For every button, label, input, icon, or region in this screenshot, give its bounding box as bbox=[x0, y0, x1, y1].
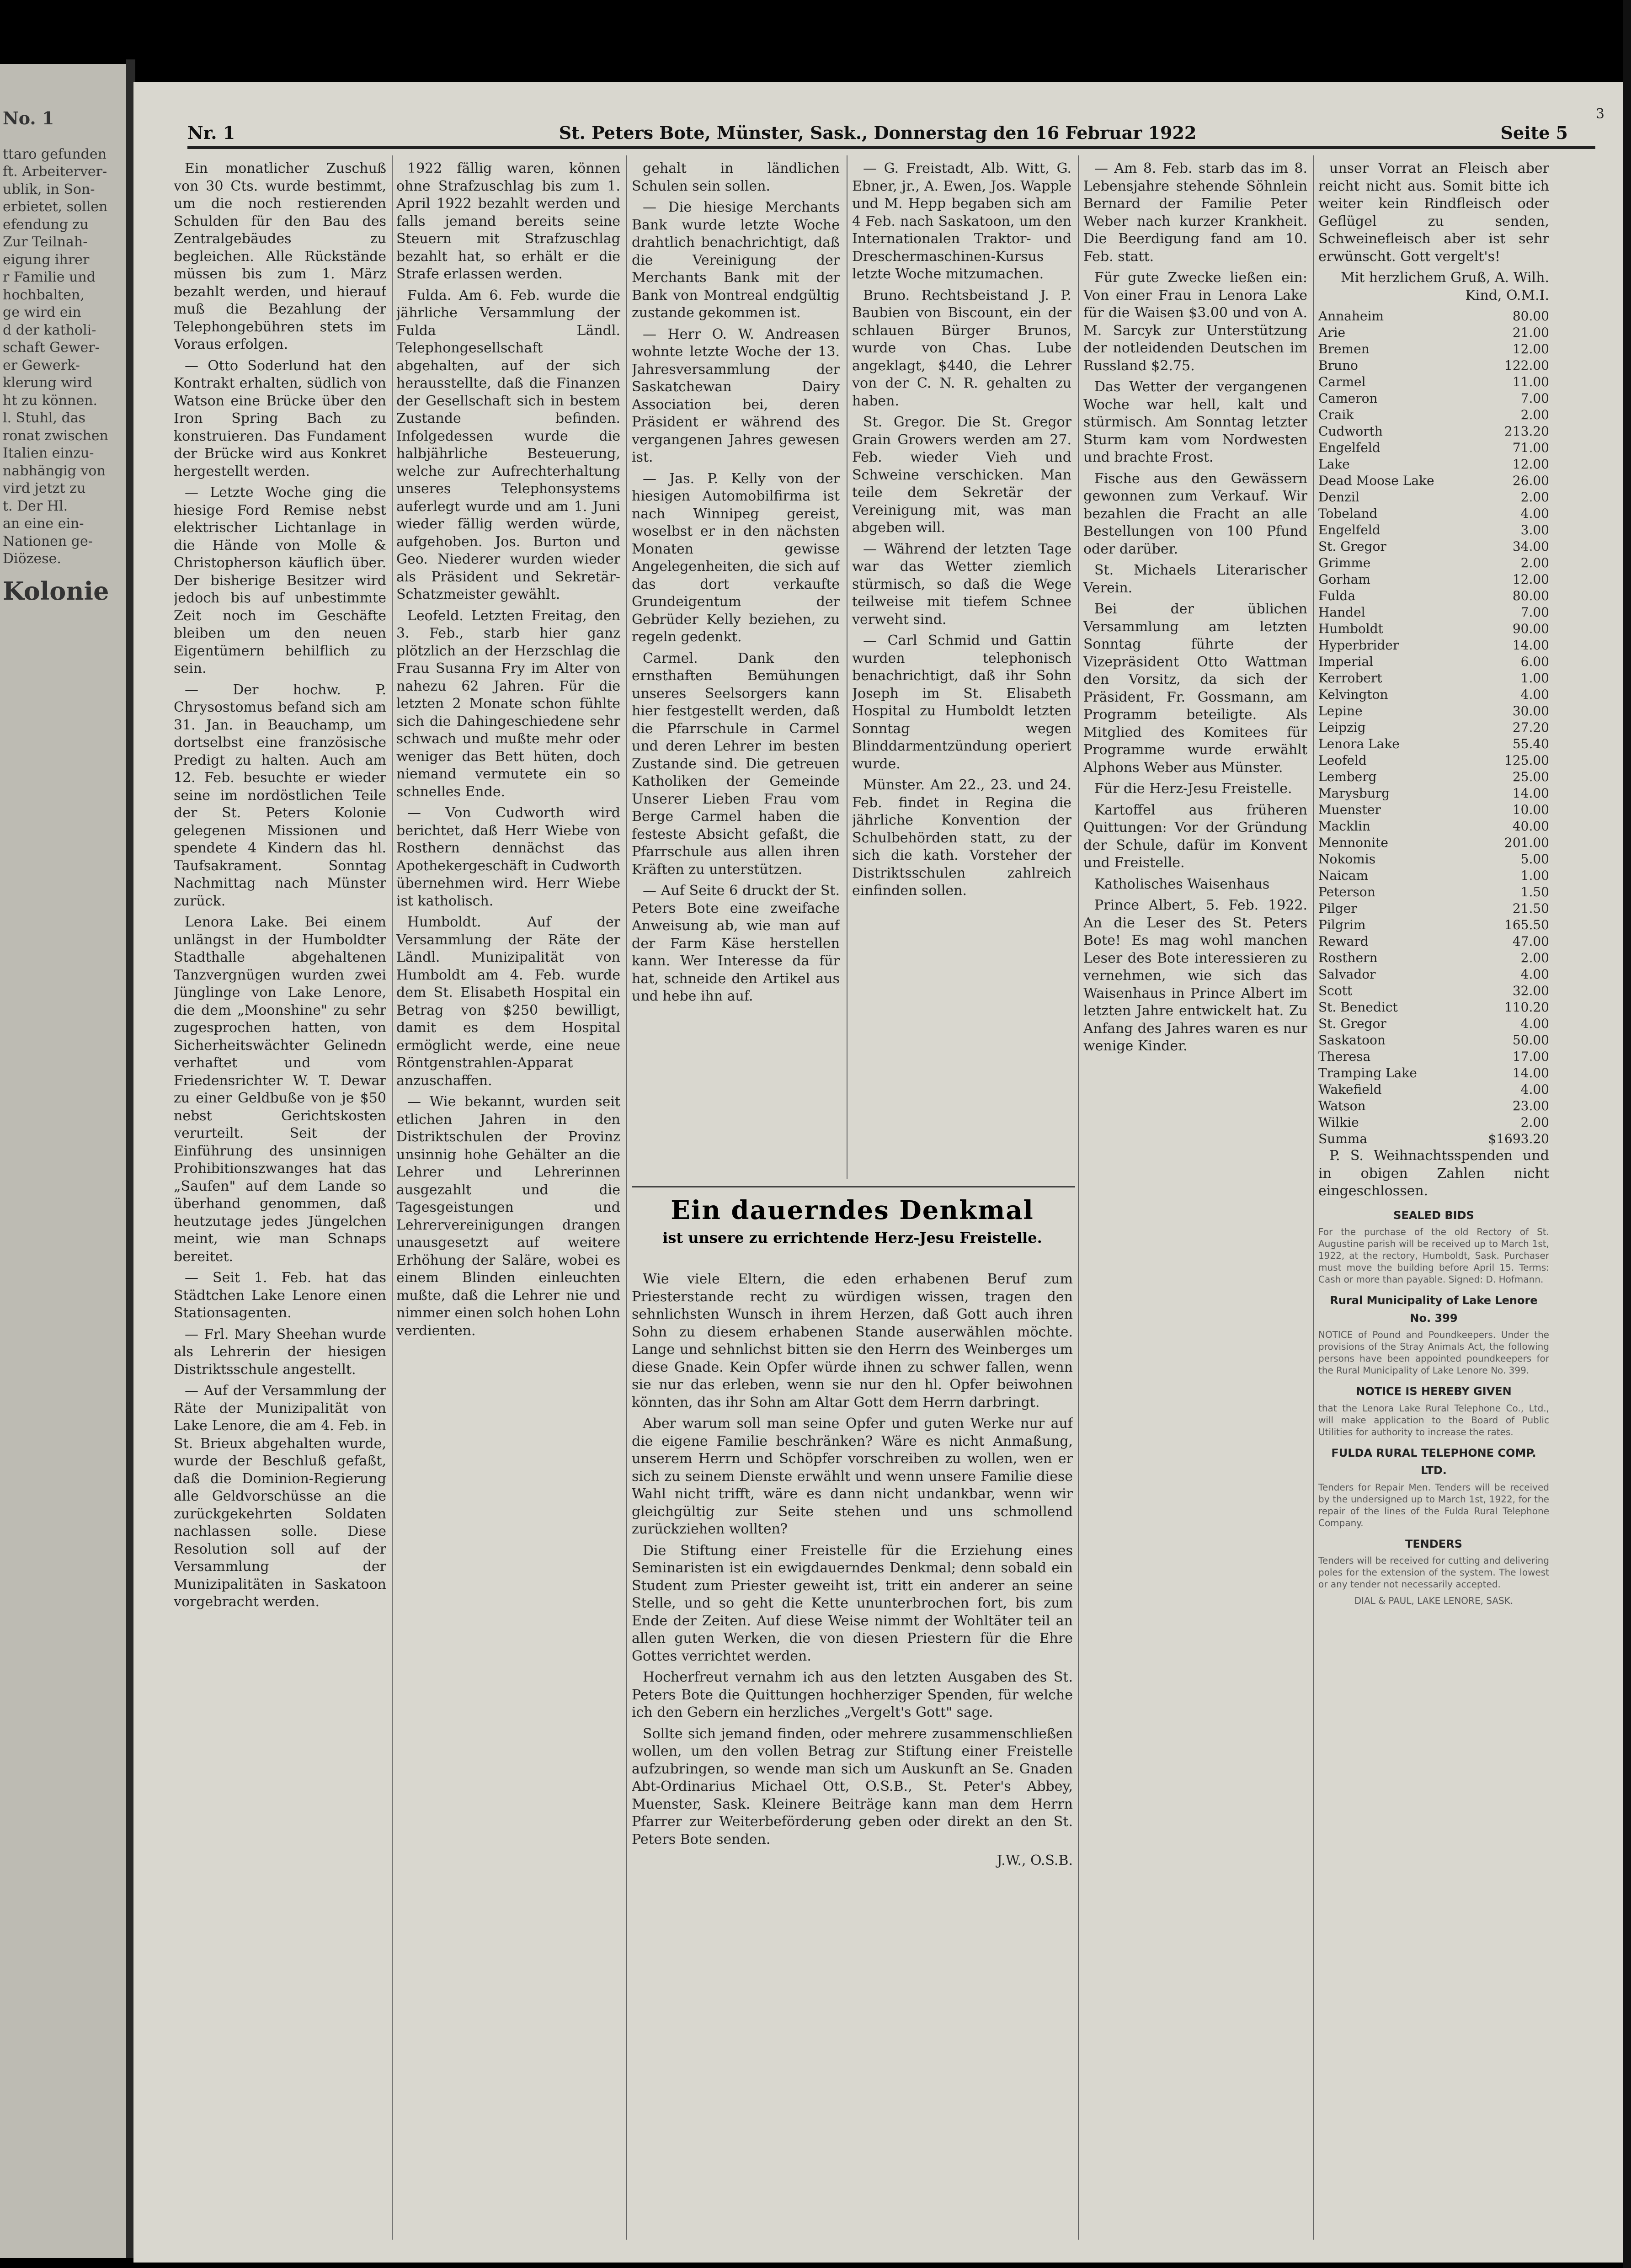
donation-amount: 32.00 bbox=[1512, 983, 1549, 998]
previous-page-line: vird jetzt zu bbox=[3, 480, 86, 496]
donation-amount: 213.20 bbox=[1504, 424, 1549, 439]
article-paragraph: Für die Herz-Jesu Freistelle. bbox=[1094, 781, 1292, 797]
article-paragraph: — Auf der Versammlung der Räte der Munizipalität von Lake Lenore, die am 4. Feb. in St. Brieux abgehalten wurde, wurde der Beschluß gefaßt, daß die Dominion-Regierung alle Geldvorschüsse an die zurückgekehrten Soldaten nachlassen solle. Diese Resolution soll auf der Versammlung der Munizipalitäten in Saskatoon vorgebracht werden. bbox=[174, 1383, 386, 1610]
donation-amount: 90.00 bbox=[1512, 621, 1549, 636]
donation-place: Wilkie bbox=[1318, 1115, 1359, 1130]
previous-page-line: hochbalten, bbox=[3, 287, 85, 303]
donation-place: Salvador bbox=[1318, 967, 1376, 982]
donation-row bbox=[1318, 1032, 1549, 1049]
article-paragraph: — Frl. Mary Sheehan wurde als Lehrerin der hiesigen Distriktsschule angestellt. bbox=[174, 1326, 386, 1378]
donation-place: Gorham bbox=[1318, 572, 1370, 587]
donation-row bbox=[1318, 473, 1549, 489]
previous-page-fragments bbox=[3, 146, 123, 605]
donation-row bbox=[1318, 884, 1549, 900]
donation-place: Pilger bbox=[1318, 901, 1357, 916]
donation-place: Reward bbox=[1318, 934, 1369, 949]
ad-footer: DIAL & PAUL, LAKE LENORE, SASK. bbox=[1354, 1595, 1514, 1606]
donation-amount: 5.00 bbox=[1520, 852, 1549, 867]
donation-amount: 4.00 bbox=[1520, 506, 1549, 521]
donation-place: Theresa bbox=[1318, 1049, 1371, 1064]
column-divider bbox=[392, 155, 393, 2240]
donation-row bbox=[1318, 506, 1549, 522]
donation-row bbox=[1318, 637, 1549, 654]
ad-body: that the Lenora Lake Rural Telephone Co., Ltd., will make application to the Board of Public Utilities for authority to increase the rates. bbox=[1318, 1402, 1549, 1437]
signature: Mit herzlichem Gruß, A. Wilh. Kind, O.M.I. bbox=[1340, 270, 1549, 303]
article-paragraph: gehalt in ländlichen Schulen sein sollen. bbox=[632, 160, 840, 194]
donation-row bbox=[1318, 999, 1549, 1016]
donation-row bbox=[1318, 1049, 1549, 1065]
donation-row bbox=[1318, 1065, 1549, 1081]
column-divider bbox=[1078, 155, 1079, 2240]
feature-paragraph: Hocherfreut vernahm ich aus den letzten Ausgaben des St. Peters Bote die Quittungen hochherziger Spenden, für welche ich den Gebern ein herzliches „Vergelt's Gott" sage. bbox=[632, 1669, 1073, 1720]
donation-amount: 14.00 bbox=[1512, 786, 1549, 801]
previous-page-line: an eine ein- bbox=[3, 516, 84, 532]
masthead-title: St. Peters Bote, Münster, Sask., Donnerstag den 16 Februar 1922 bbox=[559, 122, 1197, 143]
donation-amount: 55.40 bbox=[1512, 736, 1549, 751]
article-paragraph: — Auf Seite 6 druckt der St. Peters Bote eine zweifache Anweisung ab, wie man auf der Farm Käse herstellen kann. Wer Interesse da für hat, schneide den Artikel aus und hebe ihn auf. bbox=[632, 883, 840, 1004]
feature-top-rule bbox=[632, 1186, 1075, 1187]
article-paragraph: — Seit 1. Feb. hat das Städtchen Lake Lenore einen Stationsagenten. bbox=[174, 1270, 386, 1321]
donation-amount: 4.00 bbox=[1520, 1082, 1549, 1097]
donation-row bbox=[1318, 802, 1549, 818]
previous-page-line: Diözese. bbox=[3, 551, 61, 567]
donation-amount: 7.00 bbox=[1520, 391, 1549, 406]
column-divider bbox=[626, 155, 627, 2240]
donation-row bbox=[1318, 555, 1549, 571]
article-paragraph: Prince Albert, 5. Feb. 1922. An die Leser des St. Peters Bote! Es mag wohl manchen Leser des Bote interessieren zu vernehmen, wie sich das Waisenhaus in Prince Albert im letzten Jahre entwickelt hat. Zu Anfang des Jahres waren es nur wenige Kinder. bbox=[1083, 897, 1307, 1054]
donation-amount: 50.00 bbox=[1512, 1033, 1549, 1048]
article-paragraph: — Letzte Woche ging die hiesige Ford Remise nebst elektrischer Lichtanlage in die Hände von Molle & Christopherson käuflich über. Der bisherige Besitzer wird jedoch bis auf unbestimmte Zeit noch im Geschäfte bleiben um den neuen Eigentümern behilflich zu sein. bbox=[174, 484, 386, 676]
donation-amount: 17.00 bbox=[1512, 1049, 1549, 1064]
previous-page-line: nabhängig von bbox=[3, 463, 106, 479]
previous-page-line: Zur Teilnah- bbox=[3, 234, 88, 250]
previous-page-text bbox=[3, 64, 123, 614]
donation-row bbox=[1318, 752, 1549, 769]
article-paragraph: St. Michaels Literarischer Verein. bbox=[1083, 562, 1307, 596]
donation-row bbox=[1318, 588, 1549, 604]
donation-amount: 14.00 bbox=[1512, 638, 1549, 653]
donation-total-row bbox=[1318, 1131, 1549, 1147]
donation-amount: 27.20 bbox=[1512, 720, 1549, 735]
feature-paragraph: Wie viele Eltern, die eden erhabenen Beruf zum Priesterstande recht zu würdigen wissen, tragen den sehnlichsten Wunsch in ihrem Herzen, daß Gott auch ihren Sohn zu diesem erhabenen Stande auserwählen möchte. Lange und sehnlichst bitten sie den Herrn des Weinberges um diese Gnade. Kein Opfer würde ihnen zu schwer fallen, wenn sie nur das erleben, wenn sie nur den hl. Opfer beiwohnen könnten, das ihr Sohn am Altar Gott dem Herrn darbringt. bbox=[632, 1271, 1073, 1411]
donation-row bbox=[1318, 1098, 1549, 1114]
article-paragraph: St. Gregor. Die St. Gregor Grain Growers werden am 27. Feb. wieder Vieh und Schweine verschicken. Man teile dem Sekretär der Vereinigung mit, was man abgeben will. bbox=[852, 414, 1071, 536]
donation-row bbox=[1318, 933, 1549, 950]
article-paragraph: — Während der letzten Tage war das Wetter ziemlich stürmisch, so daß die Wege teilweise mit tiefem Schnee verweht sind. bbox=[852, 541, 1071, 628]
article-paragraph: Münster. Am 22., 23. und 24. Feb. findet in Regina die jährliche Konvention der Schulbehörden statt, zu der sich die kath. Vorsteher der Distriktsschulen zahlreich einfinden sollen. bbox=[852, 777, 1071, 899]
donation-place: St. Benedict bbox=[1318, 1000, 1398, 1015]
donation-row bbox=[1318, 456, 1549, 473]
donation-row bbox=[1318, 357, 1549, 374]
column-3 bbox=[632, 160, 840, 1175]
feature-heading bbox=[632, 1195, 1073, 1246]
donation-place: Watson bbox=[1318, 1098, 1366, 1113]
article-paragraph: Bei der üblichen Versammlung am letzten Sonntag führte der Vizepräsident Otto Wattman den Vorsitz, da sich der Präsident, Fr. Gossmann, am Programm beteiligte. Als Mitglied des Komitees für Programme wurde erwählt Alphons Weber aus Münster. bbox=[1083, 601, 1307, 776]
article-paragraph: Kartoffel aus früheren Quittungen: Vor der Gründung der Schule, dafür im Konvent und Freistelle. bbox=[1083, 802, 1307, 871]
article-paragraph: Fulda. Am 6. Feb. wurde die jährliche Versammlung der Fulda Ländl. Telephongesellschaft abgehalten, auf der sich herausstellte, daß die Finanzen der Gesellschaft sich in bestem Zustande befinden. Infolgedessen wurde die halbjährliche Besteuerung, welche zur Aufrechterhaltung unseres Telephonsystems auferlegt wurde und am 1. Juni wieder fällig werden würde, aufgehoben. Jos. Burton und Geo. Niederer wurden wieder als Präsident und Sekretär-Schatzmeister gewählt. bbox=[396, 287, 620, 602]
donation-amount: 7.00 bbox=[1520, 605, 1549, 620]
donation-row bbox=[1318, 423, 1549, 440]
intro-paragraph: unser Vorrat an Fleisch aber reicht nicht aus. Somit bitte ich weiter kein Rindfleisch oder Geflügel zu senden, Schweinefleisch aber ist sehr erwünscht. Gott vergelt's! bbox=[1318, 160, 1549, 265]
article-paragraph: — Von Cudworth wird berichtet, daß Herr Wiebe von Rosthern dennächst das Apothekergeschäft in Cudworth übernehmen wird. Herr Wiebe ist katholisch. bbox=[396, 805, 620, 909]
previous-page-line: Kolonie bbox=[3, 576, 109, 606]
donation-place: Humboldt bbox=[1318, 621, 1383, 636]
donation-row bbox=[1318, 983, 1549, 999]
donation-amount: 21.50 bbox=[1512, 901, 1549, 916]
donation-row bbox=[1318, 900, 1549, 917]
donation-place: Lenora Lake bbox=[1318, 736, 1400, 751]
donation-place: Scott bbox=[1318, 983, 1353, 998]
donation-place: Carmel bbox=[1318, 374, 1366, 389]
article-paragraph: Katholisches Waisenhaus bbox=[1094, 876, 1270, 892]
feature-signature: J.W., O.S.B. bbox=[997, 1853, 1073, 1869]
donation-place: Tramping Lake bbox=[1318, 1065, 1417, 1081]
newspaper-page bbox=[133, 82, 1623, 2263]
page-mark: 3 bbox=[1595, 106, 1604, 122]
donation-place: Handel bbox=[1318, 605, 1365, 620]
donation-amount: 2.00 bbox=[1520, 407, 1549, 422]
donation-place: Engelfeld bbox=[1318, 440, 1380, 455]
previous-page-line: ublik, in Son- bbox=[3, 181, 95, 197]
ad-heading: SEALED BIDS bbox=[1393, 1209, 1474, 1222]
donation-row bbox=[1318, 489, 1549, 506]
article-paragraph: Ein monatlicher Zuschuß von 30 Cts. wurde bestimmt, um die noch restierenden Schulden für den Bau des Zentralgebäudes zu begleichen. Alle Rückstände müssen bis zum 1. März bezahlt werden, und hierauf muß die Bezahlung der Telephongebühren stets im Voraus erfolgen. bbox=[174, 160, 386, 352]
donation-row bbox=[1318, 308, 1549, 325]
donation-place: Kerrobert bbox=[1318, 671, 1382, 686]
donation-place: Pilgrim bbox=[1318, 917, 1366, 932]
donation-row bbox=[1318, 440, 1549, 456]
donation-place: Bremen bbox=[1318, 341, 1370, 357]
donation-row bbox=[1318, 390, 1549, 407]
donation-place: Kelvington bbox=[1318, 687, 1388, 702]
donation-place: Annaheim bbox=[1318, 309, 1384, 324]
donation-place: Peterson bbox=[1318, 884, 1375, 900]
closing-note: P. S. Weihnachtsspenden und in obigen Zahlen nicht eingeschlossen. bbox=[1318, 1148, 1549, 1199]
donation-place: Wakefield bbox=[1318, 1082, 1382, 1097]
issue-number: Nr. 1 bbox=[187, 122, 235, 143]
donation-row bbox=[1318, 538, 1549, 555]
donation-amount: 2.00 bbox=[1520, 950, 1549, 965]
donation-amount: 25.00 bbox=[1512, 769, 1549, 784]
donation-place: Marysburg bbox=[1318, 786, 1390, 801]
donation-place: Leofeld bbox=[1318, 753, 1367, 768]
article-paragraph: — Die hiesige Merchants Bank wurde letzte Woche drahtlich benachrichtigt, daß die Vereinigung der Merchants Bank mit der Bank von Montreal endgültig zustande gekommen ist. bbox=[632, 199, 840, 321]
previous-page-line: Italien einzu- bbox=[3, 445, 94, 461]
donation-row bbox=[1318, 966, 1549, 983]
donation-amount: 10.00 bbox=[1512, 802, 1549, 817]
feature-title: Ein dauerndes Denkmal bbox=[671, 1195, 1034, 1225]
donation-place: Cudworth bbox=[1318, 424, 1383, 439]
donation-amount: 21.00 bbox=[1512, 325, 1549, 340]
donation-amount: 23.00 bbox=[1512, 1098, 1549, 1113]
donation-row bbox=[1318, 522, 1549, 538]
feature-paragraph: Die Stiftung einer Freistelle für die Erziehung eines Seminaristen ist ein ewigdauerndes Denkmal; denn sobald ein Student zum Priester geweiht ist, tritt ein anderer an seine Stelle, und so geht die Kette ununterbrochen fort, bis zum Ende der Zeiten. Auf diese Weise nimmt der Wohltäter teil an allen guten Werken, die von diesen Priestern für die Ehre Gottes verrichtet werden. bbox=[632, 1542, 1073, 1664]
previous-page-line: t. Der Hl. bbox=[3, 498, 68, 514]
masthead bbox=[187, 122, 1568, 150]
donation-amount: 125.00 bbox=[1504, 753, 1549, 768]
donation-place: Engelfeld bbox=[1318, 522, 1380, 538]
donation-amount: 4.00 bbox=[1520, 1016, 1549, 1031]
column-5 bbox=[1083, 160, 1307, 2231]
ad-heading: Rural Municipality of Lake Lenore No. 399 bbox=[1330, 1294, 1538, 1325]
donation-amount: 71.00 bbox=[1512, 440, 1549, 455]
donation-amount: 4.00 bbox=[1520, 687, 1549, 702]
donation-amount: 12.00 bbox=[1512, 457, 1549, 472]
donation-amount: 12.00 bbox=[1512, 572, 1549, 587]
donation-amount: 2.00 bbox=[1520, 555, 1549, 570]
article-paragraph: Bruno. Rechtsbeistand J. P. Baubien von Biscount, ein der schlauen Bürger Brunos, wurde von Chas. Lube angeklagt, $440, die Lehrer von der C. N. R. gehalten zu haben. bbox=[852, 287, 1071, 409]
donation-amount: 80.00 bbox=[1512, 309, 1549, 324]
donation-amount: 80.00 bbox=[1512, 588, 1549, 603]
donation-row bbox=[1318, 341, 1549, 357]
donation-amount: 201.00 bbox=[1504, 835, 1549, 850]
previous-page-line: eigung ihrer bbox=[3, 251, 90, 268]
previous-page-line: er Gewerk- bbox=[3, 357, 80, 373]
donation-row bbox=[1318, 621, 1549, 637]
donation-amount: 2.00 bbox=[1520, 1115, 1549, 1130]
donation-place: Nokomis bbox=[1318, 852, 1376, 867]
donation-row bbox=[1318, 407, 1549, 423]
article-paragraph: 1922 fällig waren, können ohne Strafzuschlag bis zum 1. April 1922 bezahlt werden und falls jemand bereits seine Steuern mit Strafzuschlag bezahlt hat, so erhält er die Strafe erlassen werden. bbox=[396, 160, 620, 282]
donation-row bbox=[1318, 325, 1549, 341]
donation-place: Bruno bbox=[1318, 358, 1358, 373]
donation-row bbox=[1318, 1016, 1549, 1032]
donation-place: Leipzig bbox=[1318, 720, 1366, 735]
donation-place: Lepine bbox=[1318, 703, 1363, 719]
previous-page-line: schaft Gewer- bbox=[3, 340, 100, 356]
donation-row bbox=[1318, 785, 1549, 802]
article-paragraph: — G. Freistadt, Alb. Witt, G. Ebner, jr., A. Ewen, Jos. Wapple und M. Hepp begaben sich am 4 Feb. nach Saskatoon, um den Internationalen Traktor- und Dreschermaschinen-Kursus letzte Woche mitzumachen. bbox=[852, 160, 1071, 282]
donation-place: Arie bbox=[1318, 325, 1346, 340]
donation-row bbox=[1318, 736, 1549, 752]
donation-row bbox=[1318, 769, 1549, 785]
donation-amount: 14.00 bbox=[1512, 1065, 1549, 1081]
donation-place: Dead Moose Lake bbox=[1318, 473, 1434, 488]
article-paragraph: — Der hochw. P. Chrysostomus befand sich am 31. Jan. in Beauchamp, um dortselbst eine französische Predigt zu halten. Auch am 12. Feb. besuchte er wieder seine im nordöstlichen Teile der St. Peters Kolonie gelegenen Missionen und spendete 4 Kindern das hl. Taufsakrament. Sonntag Nachmittag nach Münster zurück. bbox=[174, 681, 386, 909]
donation-place: Hyperbrider bbox=[1318, 638, 1399, 653]
article-paragraph: Carmel. Dank den ernsthaften Bemühungen unseres Seelsorgers kann hier festgestellt werden, daß die Pfarrschule in Carmel und deren Lehrer im besten Zustande sind. Die getreuen Katholiken der Gemeinde Unserer Lieben Frau vom Berge Carmel haben die festeste Absicht gefaßt, die Pfarrschule aus allen ihren Kräften zu unterstützen. bbox=[632, 650, 840, 878]
ad-heading: TENDERS bbox=[1405, 1537, 1462, 1550]
donation-amount: 30.00 bbox=[1512, 703, 1549, 719]
ad-heading: FULDA RURAL TELEPHONE COMP. LTD. bbox=[1331, 1446, 1536, 1477]
donation-row bbox=[1318, 851, 1549, 868]
donation-place: Muenster bbox=[1318, 802, 1381, 817]
donation-place: Craik bbox=[1318, 407, 1354, 422]
feature-paragraph: Aber warum soll man seine Opfer und guten Werke nur auf die eigene Familie beschränken? Wäre es nicht Anmaßung, unserem Herrn und Schöpfer vorschreiben zu wollen, wen er sich zu seinem Dienste erwählt und wenn unsere Familie diese Wahl nicht trifft, wäre es dann nicht undankbar, wenn wir gleichgültig zur Seite stehen und uns schmollend zurückziehen wollten? bbox=[632, 1416, 1073, 1537]
donation-row bbox=[1318, 703, 1549, 719]
article-paragraph: — Jas. P. Kelly von der hiesigen Automobilfirma ist nach Winnipeg gereist, woselbst er in den nächsten Monaten gewisse Angelegenheiten, die sich auf das dort verkaufte Grundeigentum der Gebrüder Kelly beziehen, zu regeln gedenkt. bbox=[632, 470, 840, 645]
donation-row bbox=[1318, 1081, 1549, 1098]
previous-page-number: No. 1 bbox=[3, 108, 54, 128]
previous-page-line: ttaro gefunden bbox=[3, 146, 107, 162]
column-6 bbox=[1318, 160, 1549, 2231]
donation-amount: 3.00 bbox=[1520, 522, 1549, 538]
article-paragraph: — Wie bekannt, wurden seit etlichen Jahren in den Distriktschulen der Provinz unsinnig hohe Gehälter an die Lehrer und Lehrerinnen ausgezahlt und die Tagesgeistungen und Lehrervereinigungen drangen unausgesetzt auf weitere Erhöhung der Saläre, wobei es einem Blinden einleuchten mußte, daß die Lehrer nie und nimmer einen solch hohen Lohn verdienten. bbox=[396, 1094, 620, 1339]
column-2 bbox=[396, 160, 620, 2231]
donation-row bbox=[1318, 604, 1549, 621]
previous-page-line: klerung wird bbox=[3, 375, 93, 391]
donation-amount: 165.50 bbox=[1504, 917, 1549, 932]
column-4 bbox=[852, 160, 1071, 1175]
donation-row bbox=[1318, 1114, 1549, 1131]
ad-body: Tenders for Repair Men. Tenders will be received by the undersigned up to March 1st, 1922, for the repair of the lines of the Fulda Rural Telephone Company. bbox=[1318, 1481, 1549, 1528]
donation-amount: 11.00 bbox=[1512, 374, 1549, 389]
donation-place: Lemberg bbox=[1318, 769, 1377, 784]
donation-place: Imperial bbox=[1318, 654, 1374, 669]
donation-row bbox=[1318, 571, 1549, 588]
donation-place: Cameron bbox=[1318, 391, 1378, 406]
donation-row bbox=[1318, 654, 1549, 670]
article-paragraph: — Carl Schmid und Gattin wurden telephonisch benachrichtigt, daß ihr Sohn Joseph im St. Elisabeth Hospital zu Humboldt letzten Sonntag wegen Blinddarmentzündung operiert wurde. bbox=[852, 633, 1071, 772]
donation-row bbox=[1318, 670, 1549, 687]
donation-row bbox=[1318, 818, 1549, 835]
donation-place: Mennonite bbox=[1318, 835, 1388, 850]
previous-page-line: efendung zu bbox=[3, 216, 89, 233]
donation-amount: 40.00 bbox=[1512, 819, 1549, 834]
article-paragraph: Das Wetter der vergangenen Woche war hell, kalt und stürmisch. Am Sonntag letzter Sturm kam vom Nordwesten und brachte Frost. bbox=[1083, 379, 1307, 465]
donation-amount: 47.00 bbox=[1512, 934, 1549, 949]
donation-place: St. Gregor bbox=[1318, 539, 1386, 554]
donation-amount: 1.00 bbox=[1520, 671, 1549, 686]
donation-place: Saskatoon bbox=[1318, 1033, 1386, 1048]
column-1 bbox=[174, 160, 386, 2231]
donation-amount: 4.00 bbox=[1520, 967, 1549, 982]
article-paragraph: Lenora Lake. Bei einem unlängst in der Humboldter Stadthalle abgehaltenen Tanzvergnügen wurden zwei Jünglinge von Lake Lenore, die dem „Moonshine" zu sehr zugesprochen hatten, von Sicherheitswächter Gelinedn verhaftet und vom Friedensrichter W. T. Dewar zu einer Geldbuße von je $50 nebst Gerichtskosten verurteilt. Seit der Einführung des unsinnigen Prohibitionszwanges hat das „Saufen" auf dem Lande so überhand genommen, daß heutzutage jedes Jüngelchen meint, wie man Schnaps bereitet. bbox=[174, 914, 386, 1265]
donation-amount: 1.00 bbox=[1520, 868, 1549, 883]
donation-place: Fulda bbox=[1318, 588, 1356, 603]
ad-heading: NOTICE IS HEREBY GIVEN bbox=[1356, 1385, 1512, 1398]
column-divider bbox=[1313, 155, 1314, 2240]
donation-place: Denzil bbox=[1318, 490, 1359, 505]
article-paragraph: Für gute Zwecke ließen ein: Von einer Frau in Lenora Lake für die Waisen $3.00 und von A. M. Sarcyk zur Unterstützung der notleidenden Deutschen im Russland $2.75. bbox=[1083, 270, 1307, 374]
donation-amount: 34.00 bbox=[1512, 539, 1549, 554]
donation-amount: 6.00 bbox=[1520, 654, 1549, 669]
donation-place: Rosthern bbox=[1318, 950, 1378, 965]
article-paragraph: Leofeld. Letzten Freitag, den 3. Feb., starb hier ganz plötzlich an der Herzschlag die Frau Susanna Fry im Alter von nahezu 62 Jahren. Für die letzten 2 Monate schon fühlte sich die Dahingeschiedene sehr schwach und mußte mehr oder weniger das Bett hüten, doch niemand vermutete ein so schnelles Ende. bbox=[396, 607, 620, 800]
article-paragraph: — Am 8. Feb. starb das im 8. Lebensjahre stehende Söhnlein Bernard der Familie Peter Weber nach kurzer Krankheit. Die Beerdigung fand am 10. Feb. statt. bbox=[1083, 160, 1307, 265]
ad-body: Tenders will be received for cutting and delivering poles for the extension of the system. The lowest or any tender not necessarily accepted. bbox=[1318, 1555, 1549, 1590]
previous-page-line: ronat zwischen bbox=[3, 427, 108, 444]
previous-page-line: d der katholi- bbox=[3, 322, 96, 338]
previous-page-line: ft. Arbeiterver- bbox=[3, 164, 107, 180]
donation-amount: 1.50 bbox=[1520, 884, 1549, 900]
article-paragraph: — Herr O. W. Andreasen wohnte letzte Woche der 13. Jahresversammlung der Saskatchewan Dairy Association bei, deren Präsident er während des vergangenen Jahres gewesen ist. bbox=[632, 326, 840, 465]
previous-page-line: r Familie und bbox=[3, 269, 96, 285]
article-paragraph: Fische aus den Gewässern gewonnen zum Verkauf. Wir bezahlen die Fracht an alle Bestellungen von 100 Pfund oder darüber. bbox=[1083, 470, 1307, 557]
donation-row bbox=[1318, 917, 1549, 933]
feature-subtitle: ist unsere zu errichtende Herz-Jesu Freistelle. bbox=[662, 1229, 1042, 1246]
donation-amount: 2.00 bbox=[1520, 490, 1549, 505]
donation-amount: 110.20 bbox=[1504, 1000, 1549, 1015]
header-rule bbox=[187, 146, 1595, 149]
previous-page-line: ht zu können. bbox=[3, 392, 98, 409]
total-label: Summa bbox=[1318, 1131, 1368, 1146]
donation-table bbox=[1318, 308, 1549, 1147]
donation-place: Naicam bbox=[1318, 868, 1369, 883]
page-number: Seite 5 bbox=[1500, 122, 1568, 143]
donation-amount: 26.00 bbox=[1512, 473, 1549, 488]
donation-place: St. Gregor bbox=[1318, 1016, 1386, 1031]
feature-paragraph: Sollte sich jemand finden, oder mehrere zusammenschließen wollen, um den vollen Betrag zur Stiftung einer Freistelle aufzubringen, so wende man sich um Auskunft an Se. Gnaden Abt-Ordinarius Michael Ott, O.S.B., St. Peter's Abbey, Muenster, Sask. Kleinere Beiträge kann man dem Herrn Pfarrer zur Weiterbeförderung geben oder direkt an den St. Peters Bote senden. bbox=[632, 1725, 1073, 1847]
previous-page-edge bbox=[0, 64, 126, 2258]
donation-amount: 122.00 bbox=[1504, 358, 1549, 373]
donation-amount: 12.00 bbox=[1512, 341, 1549, 357]
previous-page-line: erbietet, sollen bbox=[3, 199, 108, 215]
donation-row bbox=[1318, 719, 1549, 736]
previous-page-line: ge wird ein bbox=[3, 304, 81, 320]
donation-place: Macklin bbox=[1318, 819, 1370, 834]
total-amount: $1693.20 bbox=[1488, 1131, 1549, 1146]
previous-page-line: l. Stuhl, das bbox=[3, 410, 86, 426]
donation-row bbox=[1318, 835, 1549, 851]
ad-body: NOTICE of Pound and Poundkeepers. Under the provisions of the Stray Animals Act, the following persons have been appointed poundkeepers for the Rural Municipality of Lake Lenore No. 399. bbox=[1318, 1329, 1549, 1376]
feature-article bbox=[632, 1271, 1073, 2231]
donation-place: Lake bbox=[1318, 457, 1350, 472]
donation-row bbox=[1318, 374, 1549, 390]
donation-row bbox=[1318, 950, 1549, 966]
donation-place: Grimme bbox=[1318, 555, 1371, 570]
donation-place: Tobeland bbox=[1318, 506, 1378, 521]
article-paragraph: Humboldt. Auf der Versammlung der Räte der Ländl. Munizipalität von Humboldt am 4. Feb. wurde dem St. Elisabeth Hospital ein Betrag von $250 bewilligt, damit es dem Hospital ermöglicht werde, eine neue Röntgenstrahlen-Apparat anzuschaffen. bbox=[396, 914, 620, 1089]
ad-body: For the purchase of the old Rectory of St. Augustine parish will be received up to March 1st, 1922, at the rectory, Humboldt, Sask. Purchaser must move the building before April 15. Terms: Cash or more than payable. Signed: D. Hofmann. bbox=[1318, 1226, 1549, 1285]
scan-border bbox=[1623, 0, 1631, 2268]
article-paragraph: — Otto Soderlund hat den Kontrakt erhalten, südlich von Watson eine Brücke über den Iron Spring Bach zu konstruieren. Das Fundament der Brücke wird aus Konkret hergestellt werden. bbox=[174, 357, 386, 479]
previous-page-line: Nationen ge- bbox=[3, 533, 93, 549]
donation-row bbox=[1318, 868, 1549, 884]
donation-row bbox=[1318, 687, 1549, 703]
